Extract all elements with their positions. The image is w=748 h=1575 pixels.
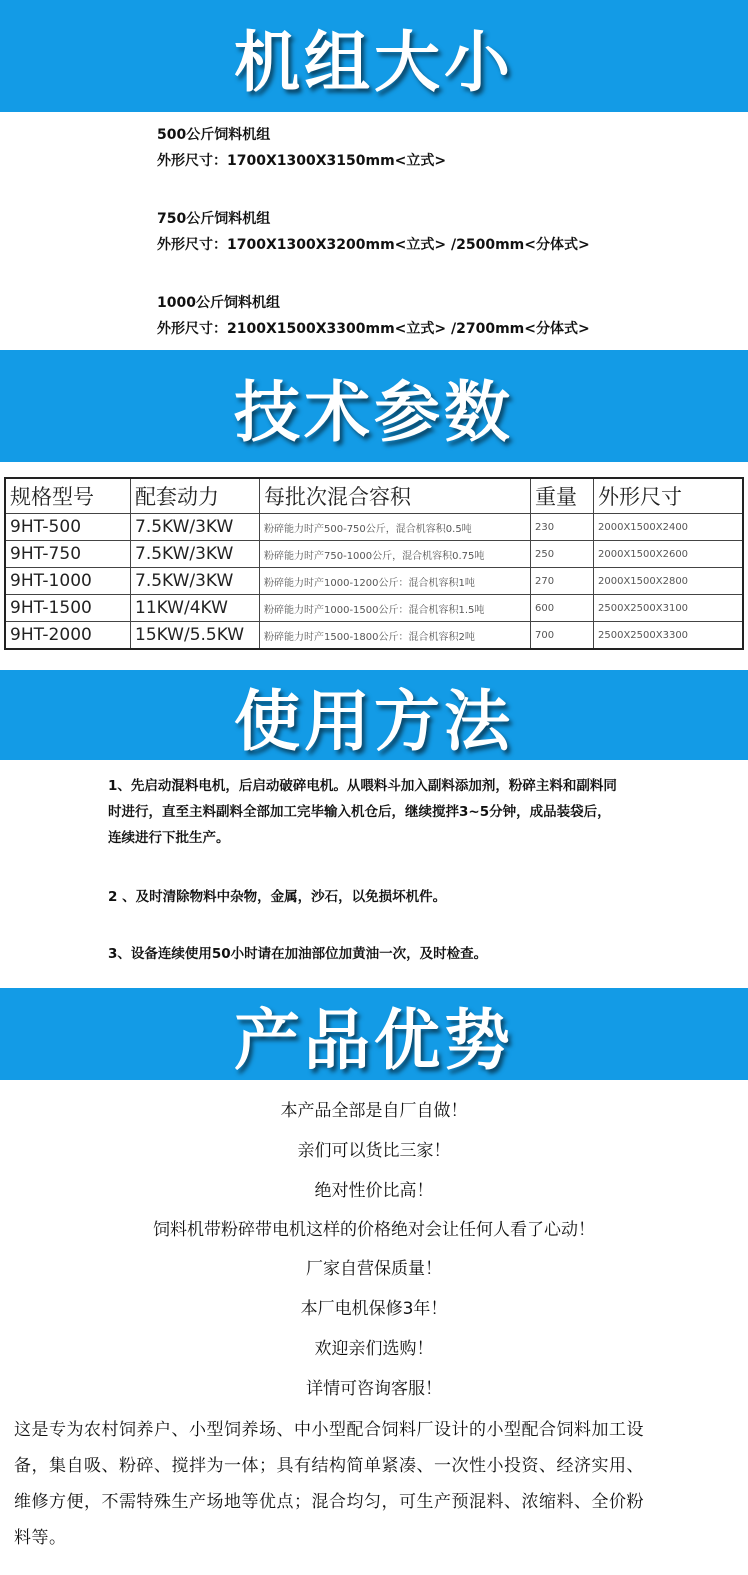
size-item-name: 750公斤饲料机组: [157, 211, 271, 227]
cell-dimensions: 2500X2500X3300: [594, 622, 744, 650]
table-row: [5, 622, 743, 650]
cell-power: 11KW/4KW: [131, 595, 260, 622]
usage-step-3: [108, 941, 708, 967]
cell-dimensions: 2500X2500X3100: [594, 595, 744, 622]
size-section-banner: [0, 0, 748, 112]
usage-line: 3、设备连续使用50小时请在加油部位加黄油一次，及时检查。: [108, 946, 488, 962]
spec-table-header-row: [5, 478, 743, 514]
advantage-line: 亲们可以货比三家！: [297, 1141, 451, 1161]
size-item-dims: 外形尺寸：2100X1500X3300mm<立式> /2700mm<分体式>: [157, 321, 590, 337]
cell-weight: 600: [531, 595, 594, 622]
cell-power: 7.5KW/3KW: [131, 514, 260, 541]
table-row: [5, 541, 743, 568]
params-section-banner: [0, 350, 748, 462]
table-row: [5, 568, 743, 595]
description-line: 料等。: [14, 1528, 67, 1548]
size-item-500: [157, 122, 446, 174]
size-item-750: [157, 206, 590, 258]
cell-weight: 270: [531, 568, 594, 595]
header-dimensions: 外形尺寸: [594, 478, 744, 514]
cell-capacity: 粉碎能力时产750-1000公斤，混合机容积0.75吨: [260, 541, 531, 568]
size-item-dims: 外形尺寸：1700X1300X3150mm<立式>: [157, 153, 447, 169]
cell-model: 9HT-2000: [5, 622, 131, 650]
cell-weight: 230: [531, 514, 594, 541]
cell-dimensions: 2000X1500X2600: [594, 541, 744, 568]
cell-capacity: 粉碎能力时产1500-1800公斤：混合机容积2吨: [260, 622, 531, 650]
advantage-section-title: 产品优势: [234, 1001, 514, 1079]
product-description: [14, 1412, 738, 1556]
size-section-title: 机组大小: [234, 23, 514, 101]
cell-power: 7.5KW/3KW: [131, 541, 260, 568]
cell-capacity: 粉碎能力时产1000-1500公斤：混合机容积1.5吨: [260, 595, 531, 622]
params-section-title: 技术参数: [234, 373, 514, 451]
advantage-line: 饲料机带粉碎带电机这样的价格绝对会让任何人看了心动！: [153, 1220, 595, 1240]
header-capacity: 每批次混合容积: [260, 478, 531, 514]
usage-line: 连续进行下批生产。: [108, 830, 230, 846]
cell-model: 9HT-1000: [5, 568, 131, 595]
usage-step-1: [108, 773, 708, 851]
size-item-dims: 外形尺寸：1700X1300X3200mm<立式> /2500mm<分体式>: [157, 237, 590, 253]
usage-line: 时进行，直至主料副料全部加工完毕输入机仓后，继续搅拌3~5分钟，成品装袋后，: [108, 804, 611, 820]
advantage-line: 绝对性价比高！: [314, 1181, 434, 1201]
advantage-line: 欢迎亲们选购！: [314, 1339, 434, 1359]
size-item-name: 500公斤饲料机组: [157, 127, 271, 143]
advantage-line: 本厂电机保修3年！: [300, 1299, 448, 1319]
usage-section-banner: [0, 670, 748, 760]
header-weight: 重量: [531, 478, 594, 514]
cell-model: 9HT-500: [5, 514, 131, 541]
table-row: [5, 514, 743, 541]
cell-power: 15KW/5.5KW: [131, 622, 260, 650]
advantage-line: 详情可咨询客服！: [306, 1379, 442, 1399]
usage-step-2: [108, 884, 708, 910]
usage-line: 1、先启动混料电机，后启动破碎电机。从喂料斗加入副料添加剂，粉碎主料和副料同: [108, 778, 617, 794]
cell-dimensions: 2000X1500X2400: [594, 514, 744, 541]
cell-dimensions: 2000X1500X2800: [594, 568, 744, 595]
cell-capacity: 粉碎能力时产1000-1200公斤：混合机容积1吨: [260, 568, 531, 595]
header-model: 规格型号: [5, 478, 131, 514]
cell-capacity: 粉碎能力时产500-750公斤，混合机容积0.5吨: [260, 514, 531, 541]
cell-model: 9HT-1500: [5, 595, 131, 622]
size-item-name: 1000公斤饲料机组: [157, 295, 280, 311]
description-line: 备，集自吸、粉碎、搅拌为一体；具有结构简单紧凑、一次性小投资、经济实用、: [14, 1456, 644, 1476]
cell-model: 9HT-750: [5, 541, 131, 568]
cell-weight: 250: [531, 541, 594, 568]
advantage-section-banner: [0, 988, 748, 1080]
usage-section-title: 使用方法: [234, 682, 514, 760]
spec-table: [4, 477, 744, 650]
description-line: 这是专为农村饲养户、小型饲养场、中小型配合饲料厂设计的小型配合饲料加工设: [14, 1420, 644, 1440]
advantage-line: 厂家自营保质量！: [306, 1259, 442, 1279]
usage-line: 2 、及时清除物料中杂物，金属，沙石，以免损坏机件。: [108, 889, 447, 905]
advantage-line: 本产品全部是自厂自做！: [280, 1101, 468, 1121]
description-line: 维修方便，不需特殊生产场地等优点；混合均匀，可生产预混料、浓缩料、全价粉: [14, 1492, 644, 1512]
table-row: [5, 595, 743, 622]
header-power: 配套动力: [131, 478, 260, 514]
cell-weight: 700: [531, 622, 594, 650]
size-item-1000: [157, 290, 590, 342]
cell-power: 7.5KW/3KW: [131, 568, 260, 595]
